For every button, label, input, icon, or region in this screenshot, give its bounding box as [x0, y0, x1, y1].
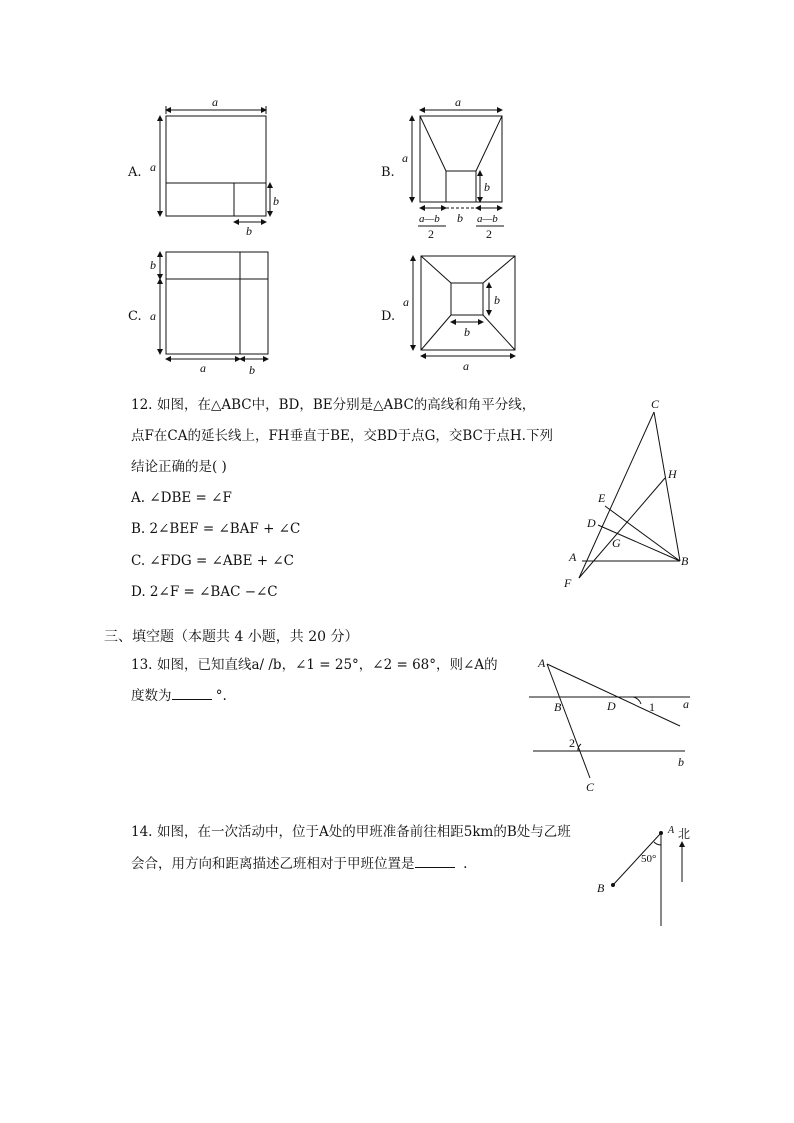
q14-answer-blank[interactable]: [415, 855, 455, 868]
option-d-inner-bottom-dim: b: [464, 325, 470, 339]
q12-choice-c: C. ∠FDG = ∠ABE + ∠C: [131, 553, 294, 569]
option-d-side-dim: a: [403, 295, 409, 309]
section-heading: 三、填空题（本题共 4 小题，共 20 分）: [104, 629, 359, 645]
q13-label-c-point: C: [586, 780, 595, 794]
option-b-frac-left-num: a—b: [419, 213, 440, 225]
option-d-label: D.: [381, 309, 396, 324]
option-c-label: C.: [128, 309, 142, 324]
q14-stem-line1: 如图，在一次活动中，位于A处的甲班准备前往相距5km的B处与乙班: [157, 824, 571, 840]
q13-label-d-point: D: [607, 699, 616, 713]
q14-number: 14.: [131, 824, 153, 840]
option-a-figure: [127, 95, 279, 238]
q12-triangle-figure: [563, 397, 689, 590]
q13-label-line-a: a: [683, 697, 689, 711]
q13-stem-line1: 如图，已知直线a/ /b，∠1 = 25°，∠2 = 68°，则∠A的: [157, 657, 498, 673]
q14-label-a: A: [668, 825, 675, 836]
option-c-top-side-dim: b: [150, 258, 156, 272]
q12-stem-line3: 结论正确的是( ): [131, 459, 227, 475]
q14-stem-line2: [131, 855, 467, 873]
q14-label-angle: 50°: [641, 853, 657, 865]
q12-label-c: C: [651, 397, 660, 411]
q14-bearing-figure: [597, 825, 690, 926]
q14-line2-prefix: 会合，用方向和距离描述乙班相对于甲班位置是: [131, 856, 415, 872]
option-d-bottom-dim: a: [463, 359, 469, 373]
option-d-inner-side-dim: b: [494, 293, 500, 307]
option-b-frac-right-den: 2: [486, 227, 492, 241]
option-a-label: A.: [128, 165, 142, 180]
q14-label-north: 北: [678, 827, 691, 841]
option-c-bottom-b-dim: b: [249, 363, 255, 377]
option-c-side-dim: a: [150, 309, 156, 323]
q12-label-g: G: [612, 536, 621, 550]
q13-parallel-lines-figure: [529, 656, 690, 794]
q14-line2-suffix: .: [463, 856, 468, 872]
q13-stem-line2: [131, 687, 227, 705]
option-b-figure: [381, 95, 504, 241]
q12-choice-a: A. ∠DBE = ∠F: [131, 490, 232, 506]
q12-label-d: D: [587, 516, 596, 530]
q13-number: 13.: [131, 657, 153, 673]
q14-label-b: B: [597, 881, 605, 895]
option-b-small-side-dim: b: [484, 180, 490, 194]
q12-stem-line1: 如图，在△ABC中，BD，BE分别是△ABC的高线和角平分线，: [157, 397, 536, 413]
q13-label-b-point: B: [554, 700, 562, 714]
q12-label-a: A: [569, 550, 577, 564]
option-a-small-bottom-dim: b: [246, 224, 252, 238]
q12-choice-d: D. 2∠F = ∠BAC −∠C: [131, 584, 278, 600]
option-c-figure: [128, 252, 268, 377]
q12-label-b: B: [681, 554, 689, 568]
q13-label-angle-1: 1: [649, 700, 655, 714]
option-c-bottom-a-dim: a: [200, 361, 206, 375]
q13-label-angle-2: 2: [569, 736, 575, 750]
option-b-label: B.: [381, 165, 395, 180]
option-b-frac-right-num: a—b: [477, 213, 498, 225]
option-a-side-dim: a: [150, 160, 156, 174]
q13-answer-blank[interactable]: [172, 687, 212, 700]
q13-label-a-point: A: [538, 656, 546, 670]
q12-label-h: H: [668, 467, 677, 481]
option-b-top-dim: a: [455, 95, 461, 109]
q12-label-e: E: [598, 491, 606, 505]
q13-line2-suffix: °.: [215, 688, 227, 704]
q12-stem-line2: 点F在CA的延长线上，FH垂直于BE，交BD于点G，交BC于点H.下列: [131, 428, 553, 444]
q12-number: 12.: [131, 397, 153, 413]
q13-label-line-b: b: [678, 755, 684, 769]
q12-label-f: F: [564, 576, 572, 590]
option-b-mid-dim: b: [457, 211, 463, 225]
q12-choice-b: B. 2∠BEF = ∠BAF + ∠C: [131, 521, 301, 537]
option-a-top-dim: a: [212, 95, 218, 109]
option-b-frac-left-den: 2: [428, 227, 434, 241]
option-a-small-side-dim: b: [273, 194, 279, 208]
option-d-figure: [381, 256, 515, 373]
option-b-side-dim: a: [402, 151, 408, 165]
q13-line2-prefix: 度数为: [131, 688, 172, 704]
